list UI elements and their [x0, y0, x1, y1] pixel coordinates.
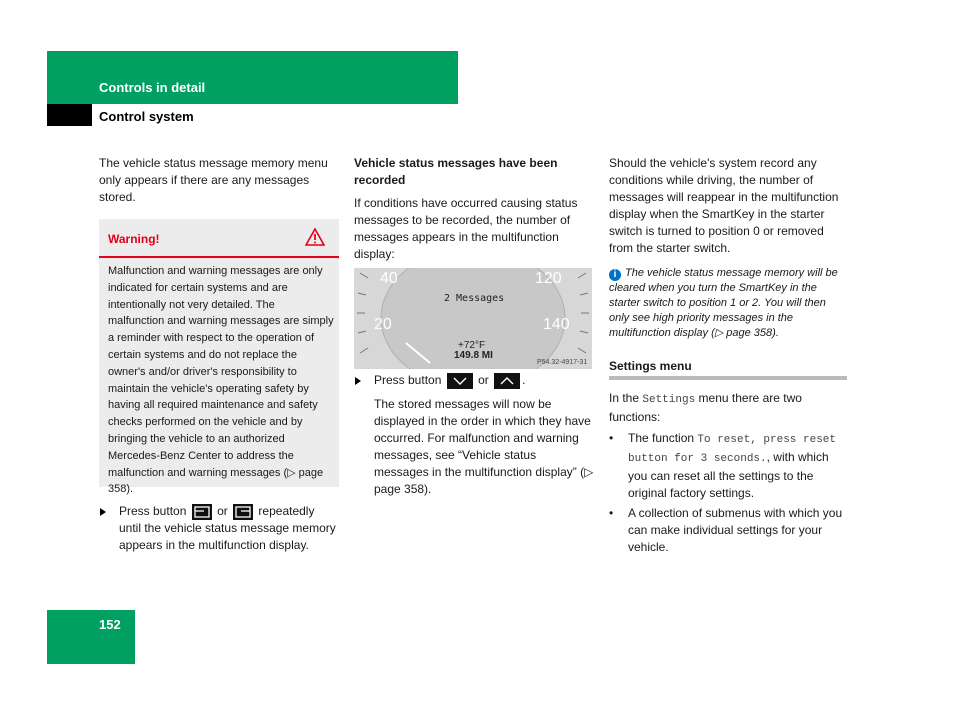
stored-messages-paragraph: The stored messages will now be displayed in the order in which they have occurred. For malfunction and warning messages, see “Vehicle status messages in the multifunction display” (▷ page 358). [374, 397, 594, 496]
page-number: 152 [99, 617, 121, 632]
settings-divider [609, 376, 847, 380]
figure-code: P54.32-4917-31 [537, 359, 588, 366]
header-band [47, 51, 458, 104]
gauge-tick-label: 140 [543, 316, 570, 333]
gauge-tick-label: 20 [374, 316, 392, 333]
display-temp-text: +72°F [458, 340, 486, 351]
subsection-title: Control system [99, 109, 194, 124]
intro-paragraph: The vehicle status message memory menu only appears if there are any messages stored. [99, 156, 328, 204]
scroll-up-button-icon [494, 373, 520, 389]
section-title: Controls in detail [99, 80, 206, 95]
step-text-a: Press button [119, 504, 187, 518]
recorded-paragraph: If conditions have occurred causing status messages to be recorded, the number of messages appears in the multifunction display: [354, 196, 578, 261]
step-or: or [217, 504, 228, 518]
info-icon: i [609, 269, 621, 281]
warning-triangle-icon [305, 227, 325, 252]
step-or: or [478, 373, 489, 387]
step-end: . [522, 373, 526, 387]
reappear-paragraph: Should the vehicle's system record any conditions while driving, the number of messages will reappear in the multifunction display when the SmartKey in the starter switch is turned to position 0 or removed from the starter switch. [609, 156, 839, 255]
bullet-dot: • [609, 506, 614, 520]
display-next-button-icon [233, 504, 253, 520]
display-odometer-text: 149.8 MI [454, 350, 493, 361]
step-arrow-icon [100, 508, 106, 516]
step-press-button [99, 503, 339, 554]
settings-heading: Settings menu [609, 359, 692, 373]
step-text-a: Press button [374, 373, 442, 387]
warning-label: Warning! [108, 232, 160, 246]
warning-text: Malfunction and warning messages are only indicated for certain systems and are intentionally not very detailed. The malfunction and warning messages are simply a reminder with respect to the operation of certain systems and do not replace the owner's and/or driver's responsibility to maintain the vehicle's operating safety by having all required maintenance and safety checks performed on the vehicle and by bringing the vehicle to an authorized Mercedes-Benz Center to address the malfunction and warning messages (▷ page 358). [108, 265, 334, 496]
bullet-text-a: A collection of submenus with which you can make individual settings for your vehicle. [628, 506, 843, 554]
scroll-down-button-icon [447, 373, 473, 389]
display-prev-button-icon [192, 504, 212, 520]
warning-box [99, 219, 339, 496]
info-note [609, 266, 849, 341]
multifunction-display-figure [354, 268, 592, 369]
reset-function-code: To reset, press reset button for 3 seconds. [628, 434, 837, 465]
info-note-text: The vehicle status message memory will be cleared when you turn the SmartKey in the starter switch to position 1 or 2. You will then only see high priority messages in the multifunction display (▷ page 358). [609, 267, 838, 339]
settings-menu-name: Settings [642, 394, 696, 406]
settings-intro-a: In the [609, 391, 640, 405]
warning-header [99, 219, 339, 258]
step-scroll-messages [354, 372, 594, 389]
gauge-tick-label: 120 [535, 270, 562, 287]
gauge-tick-label: 40 [380, 270, 398, 287]
settings-intro-b: menu there are two functions: [609, 391, 802, 424]
recorded-heading: Vehicle status messages have been recorded [354, 156, 558, 187]
step-arrow-icon [355, 377, 361, 385]
page-number-tab [47, 610, 135, 664]
display-messages-text: 2 Messages [444, 293, 505, 304]
settings-bullet-item [609, 505, 849, 556]
step-text-b: repeatedly until the vehicle status message memory appears in the multifunction display. [119, 504, 336, 552]
settings-bullet-item [609, 430, 849, 502]
bullet-dot: • [609, 431, 614, 445]
bullet-text-b: , with which you can reset all the settings to the original factory settings. [628, 450, 829, 500]
settings-intro [609, 390, 849, 426]
subsection-tab [47, 104, 92, 126]
bullet-text-a: The function [628, 431, 695, 445]
